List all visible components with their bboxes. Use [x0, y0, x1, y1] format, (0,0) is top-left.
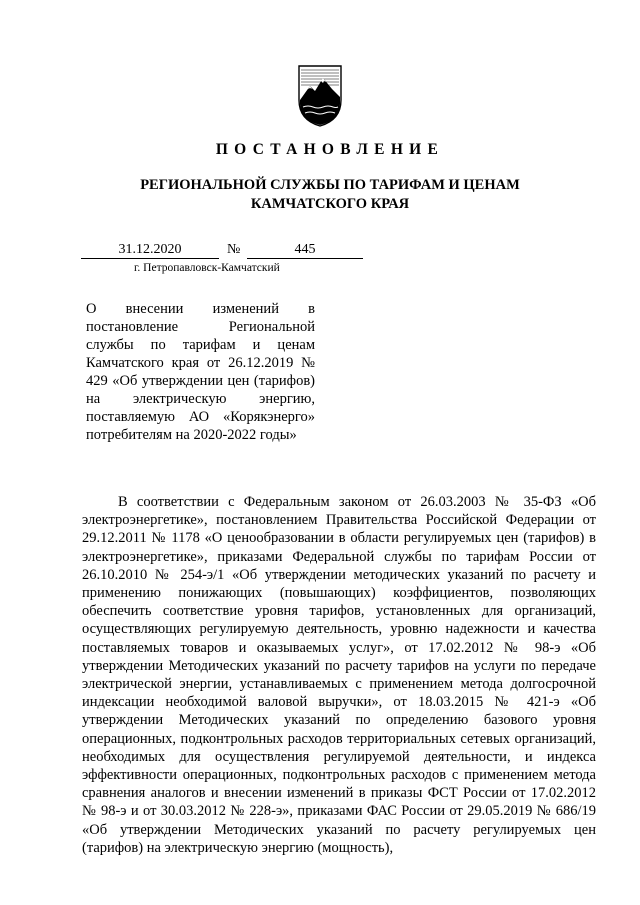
- document-type-title: ПОСТАНОВЛЕНИЕ: [215, 141, 445, 158]
- date-number-line: [81, 241, 363, 261]
- kamchatka-coat-of-arms-icon: [296, 64, 344, 128]
- document-number: 445: [247, 241, 363, 259]
- document-date: 31.12.2020: [81, 241, 219, 259]
- issuer-line-1: РЕГИОНАЛЬНОЙ СЛУЖБЫ ПО ТАРИФАМ И ЦЕНАМ: [140, 177, 520, 193]
- number-sign: №: [227, 242, 241, 257]
- document-place: г. Петропавловск-Камчатский: [134, 262, 280, 274]
- document-body-paragraph: В соответствии с Федеральным законом от 26.03.2003 № 35-ФЗ «Об электроэнергетике», постановлением Правительства Российской Федерации от 29.12.2011 № 1178 «О ценообразовании в области регулируемых цен (тарифов) в электроэнергетике», приказами Федеральной службы по тарифам России от 26.10.2010 № 254-э/1 «Об утверждении методических указаний по расчету и применению понижающих (повышающих) коэффициентов, позволяющих обеспечить соответствие уровня тарифов, установленных для организаций, осуществляющих регулируемую деятельность, уровню надежности и качества поставляемых товаров и оказываемых услуг», от 17.02.2012 № 98-э «Об утверждении Методических указаний по расчету тарифов на услуги по передаче электрической энергии, устанавливаемых с применением метода долгосрочной индексации необходимой валовой выручки», от 18.03.2015 № 421-э «Об утверждении Методических указаний по определению базового уровня операционных, подконтрольных расходов территориальных сетевых организаций, необходимых для осуществления регулируемой деятельности, и индекса эффективности операционных, подконтрольных расходов с применением метода сравнения аналогов и внесении изменений в приказы ФСТ России от 17.02.2012 № 98-э и от 30.03.2012 № 228-э», приказами ФАС России от 29.05.2019 № 686/19 «Об утверждении Методических указаний по расчету регулируемых цен (тарифов) на электрическую энергию (мощность),: [82, 494, 596, 856]
- issuer-line-2: КАМЧАТСКОГО КРАЯ: [250, 196, 410, 212]
- document-subject: О внесении изменений в постановление Региональной службы по тарифам и ценам Камчатского края от 26.12.2019 № 429 «Об утверждении цен (тарифов) на электрическую энергию, поставляемую АО «Корякэнерго» потребителям на 2020-2022 годы»: [86, 301, 315, 443]
- issuer-name: [0, 176, 640, 214]
